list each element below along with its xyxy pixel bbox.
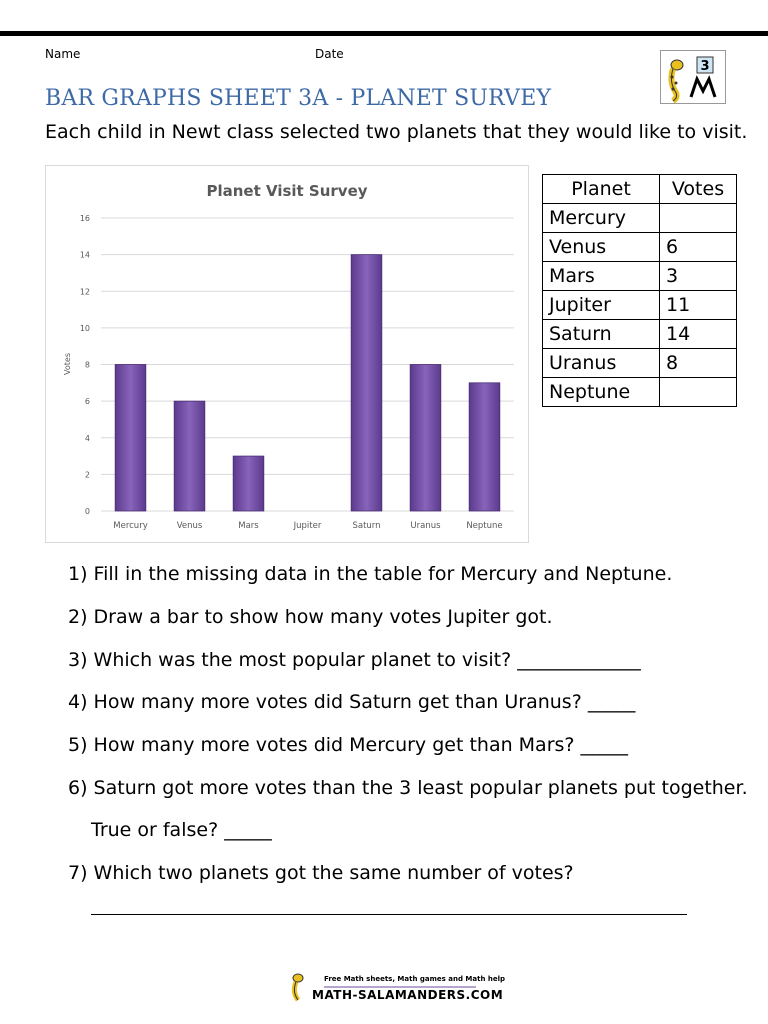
top-rule <box>0 31 768 36</box>
votes-cell: 11 <box>660 291 737 320</box>
y-tick-label: 14 <box>79 250 90 260</box>
y-tick-label: 2 <box>84 470 90 480</box>
answer-line[interactable] <box>91 914 687 915</box>
x-tick-label: Venus <box>176 521 203 531</box>
votes-cell[interactable] <box>660 378 737 407</box>
y-tick-label: 16 <box>79 214 90 223</box>
chart-bars <box>115 255 500 511</box>
x-axis-ticks <box>113 521 502 531</box>
table-row <box>543 320 737 349</box>
question-2: 2) Draw a bar to show how many votes Jupiter got. <box>68 606 553 628</box>
column-header-planet: Planet <box>543 175 660 204</box>
table-header-row <box>543 175 737 204</box>
chart-title: Planet Visit Survey <box>206 182 368 200</box>
y-tick-label: 12 <box>79 287 90 297</box>
question-3: 3) Which was the most popular planet to visit? _____________ <box>68 649 641 671</box>
footer-salamander-icon <box>293 974 303 1000</box>
table-row <box>543 204 737 233</box>
y-tick-label: 6 <box>84 397 90 407</box>
planet-cell: Saturn <box>543 320 660 349</box>
votes-cell: 6 <box>660 233 737 262</box>
footer-logo <box>286 970 506 1006</box>
table-row <box>543 378 737 407</box>
y-axis-ticks <box>80 214 90 516</box>
planet-cell: Mercury <box>543 204 660 233</box>
question-7: 7) Which two planets got the same number of votes? <box>68 862 574 884</box>
x-tick-label: Uranus <box>410 521 441 531</box>
bar-neptune <box>469 383 500 511</box>
chart-gridlines <box>101 218 514 511</box>
question-6-true-false: True or false? _____ <box>91 819 272 841</box>
grade-badge: 3 <box>700 59 710 74</box>
bar-mars <box>233 456 264 511</box>
planet-cell: Neptune <box>543 378 660 407</box>
bar-uranus <box>410 365 441 512</box>
votes-cell: 8 <box>660 349 737 378</box>
y-axis-label: Votes <box>63 353 72 375</box>
table-row <box>543 262 737 291</box>
x-tick-label: Jupiter <box>293 521 322 531</box>
footer-tagline: Free Math sheets, Math games and Math help <box>324 975 506 983</box>
question-1: 1) Fill in the missing data in the table for Mercury and Neptune. <box>68 563 673 585</box>
question-4: 4) How many more votes did Saturn get than Uranus? _____ <box>68 691 636 713</box>
votes-cell: 14 <box>660 320 737 349</box>
votes-cell[interactable] <box>660 204 737 233</box>
table-row <box>543 233 737 262</box>
salamander-logo <box>660 50 726 104</box>
footer-brand: MATH-SALAMANDERS.COM <box>312 988 504 1002</box>
x-tick-label: Saturn <box>352 521 381 531</box>
page-title: BAR GRAPHS SHEET 3A - PLANET SURVEY <box>45 86 552 111</box>
bar-mercury <box>115 365 146 512</box>
column-header-votes: Votes <box>660 175 737 204</box>
votes-cell: 3 <box>660 262 737 291</box>
y-tick-label: 0 <box>84 507 90 516</box>
x-tick-label: Mars <box>238 521 259 531</box>
bar-venus <box>174 401 205 511</box>
planet-cell: Jupiter <box>543 291 660 320</box>
bar-chart <box>45 165 529 543</box>
intro-text: Each child in Newt class selected two planets that they would like to visit. <box>45 121 748 143</box>
name-label: Name <box>45 47 81 61</box>
bar-saturn <box>351 255 382 511</box>
planet-cell: Venus <box>543 233 660 262</box>
date-label: Date <box>315 47 344 61</box>
planet-cell: Mars <box>543 262 660 291</box>
x-tick-label: Neptune <box>466 521 503 531</box>
votes-table <box>542 174 737 407</box>
y-tick-label: 8 <box>84 360 90 370</box>
y-tick-label: 10 <box>79 323 90 333</box>
y-tick-label: 4 <box>84 433 90 443</box>
question-6: 6) Saturn got more votes than the 3 least popular planets put together. <box>68 777 748 799</box>
planet-cell: Uranus <box>543 349 660 378</box>
table-row <box>543 291 737 320</box>
question-5: 5) How many more votes did Mercury get than Mars? _____ <box>68 734 629 756</box>
x-tick-label: Mercury <box>113 521 148 531</box>
table-row <box>543 349 737 378</box>
